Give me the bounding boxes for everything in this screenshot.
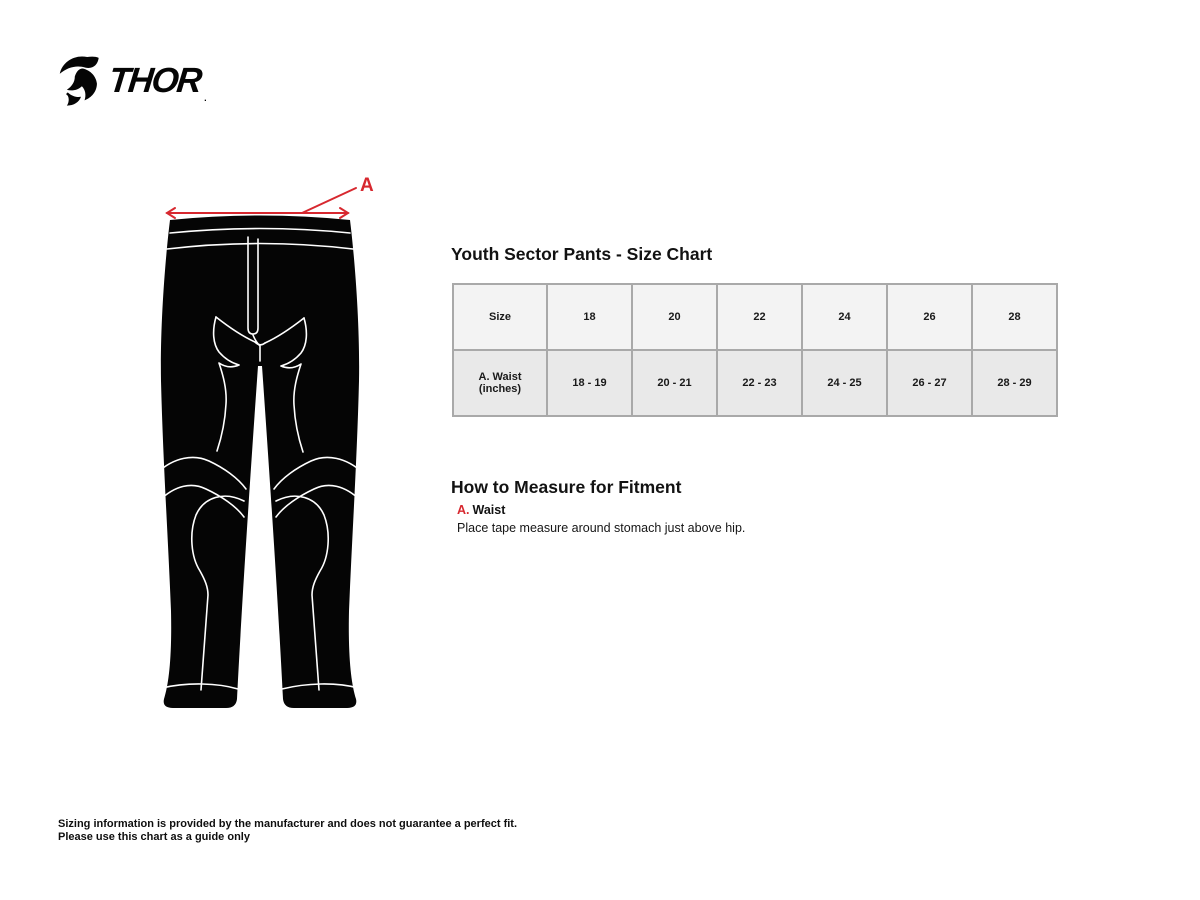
measure-name-label: Waist (472, 503, 506, 517)
thor-logo (58, 54, 207, 106)
waist-row-label: A. Waist (inches) (453, 350, 547, 416)
waist-cell-18: 18 - 19 (547, 350, 632, 416)
disclaimer (58, 818, 517, 843)
size-chart-table (452, 283, 1058, 417)
thor-wordmark: THOR (106, 60, 203, 100)
waist-measurement-arrow (167, 175, 374, 218)
waist-label-a: A (360, 175, 374, 196)
size-col-22: 22 (717, 284, 802, 350)
measure-description: Place tape measure around stomach just above hip. (457, 521, 746, 535)
size-chart-title: Youth Sector Pants - Size Chart (451, 244, 713, 264)
waist-cell-28: 28 - 29 (972, 350, 1057, 416)
size-col-26: 26 (887, 284, 972, 350)
size-row-label: Size (453, 284, 547, 350)
leader-line (302, 188, 356, 213)
size-header-row (453, 284, 1057, 350)
pants-silhouette (161, 216, 359, 709)
thor-horned-figure-icon (58, 54, 104, 106)
waist-cell-22: 22 - 23 (717, 350, 802, 416)
waist-cell-20: 20 - 21 (632, 350, 717, 416)
trademark-dot: . (204, 93, 207, 103)
waist-row (453, 350, 1057, 416)
size-col-28: 28 (972, 284, 1057, 350)
disclaimer-line1: Sizing information is provided by the manufacturer and does not guarantee a perfect fit. (58, 818, 518, 830)
size-col-20: 20 (632, 284, 717, 350)
how-to-measure-title: How to Measure for Fitment (451, 477, 682, 497)
pants-size-diagram (148, 165, 383, 720)
pants-illustration (157, 216, 363, 709)
measure-key-a: A. (457, 503, 470, 517)
waist-cell-26: 26 - 27 (887, 350, 972, 416)
size-col-24: 24 (802, 284, 887, 350)
measure-item-waist (457, 503, 505, 517)
disclaimer-line2: Please use this chart as a guide only (58, 830, 250, 843)
waist-cell-24: 24 - 25 (802, 350, 887, 416)
size-col-18: 18 (547, 284, 632, 350)
